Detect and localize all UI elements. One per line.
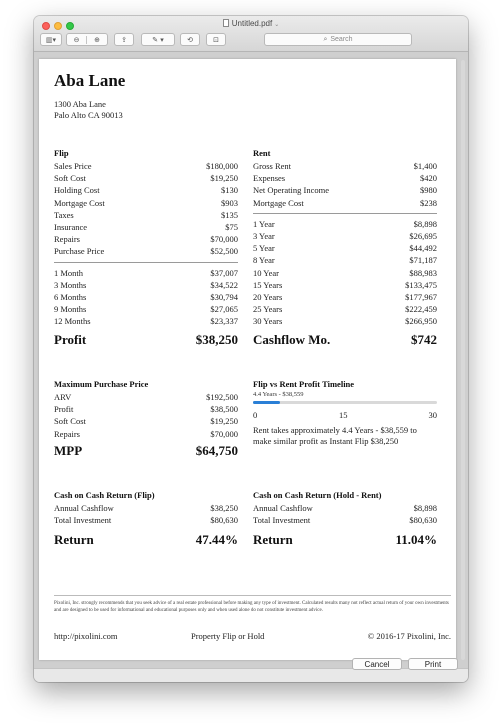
row-value: $238 [420, 197, 437, 208]
table-row [54, 209, 238, 221]
row-value: $420 [420, 173, 437, 184]
row-value: $71,187 [409, 255, 437, 266]
table-row [253, 279, 437, 291]
row-value: $26,695 [409, 230, 437, 241]
row-value: $52,500 [210, 246, 238, 257]
row-label: Total Investment [54, 515, 112, 526]
table-row [54, 172, 238, 184]
row-label: Expenses [253, 173, 286, 184]
row-label: Purchase Price [54, 246, 105, 257]
row-label: Annual Cashflow [253, 503, 313, 513]
cashflow-total [253, 332, 437, 348]
row-value: $135 [221, 209, 238, 220]
row-label: 5 Year [253, 243, 275, 254]
timeline-section [253, 379, 437, 447]
table-row [253, 514, 437, 526]
markup-button[interactable] [141, 33, 175, 46]
rotate-button[interactable] [180, 33, 200, 46]
flip-title: Flip [54, 148, 69, 158]
table-row [54, 291, 238, 303]
mpp-total [54, 443, 238, 459]
timeline-progress-track [253, 401, 437, 404]
row-value: $44,492 [409, 243, 437, 254]
table-row [54, 197, 238, 209]
mpp-label: MPP [54, 442, 83, 458]
return-value: 11.04% [395, 532, 437, 548]
chevron-down-icon: ⌄ [274, 22, 280, 28]
row-label: Mortgage Cost [54, 197, 105, 208]
share-icon: ⇪ [121, 35, 127, 44]
cashflow-value: $742 [411, 332, 437, 348]
row-value: $80,630 [409, 515, 437, 526]
coc-rent-title: Cash on Cash Return (Hold - Rent) [253, 490, 382, 500]
table-row [54, 315, 238, 327]
flip-months-list [54, 267, 238, 328]
row-label: Soft Cost [54, 173, 86, 184]
address-line-2: Palo Alto CA 90013 [54, 110, 123, 120]
row-label: 6 Months [54, 291, 87, 302]
share-button[interactable] [114, 33, 134, 46]
footer-copyright: © 2016-17 Pixolini, Inc. [367, 631, 451, 641]
row-label: 15 Years [253, 279, 283, 290]
cashflow-label: Cashflow Mo. [253, 332, 331, 348]
mpp-title: Maximum Purchase Price [54, 379, 149, 389]
pdf-page [39, 59, 456, 660]
row-value: $30,794 [210, 291, 238, 302]
row-label: 30 Years [253, 316, 283, 327]
document-title[interactable] [34, 19, 468, 28]
row-value: $38,500 [210, 404, 238, 415]
row-label: Profit [54, 404, 74, 415]
row-label: Gross Rent [253, 161, 292, 171]
table-row [54, 303, 238, 315]
row-label: 1 Month [54, 267, 84, 278]
table-row [54, 403, 238, 415]
coc-rent-total [253, 532, 437, 548]
row-label: 3 Year [253, 230, 275, 241]
table-row [253, 160, 437, 172]
row-value: $180,000 [206, 161, 238, 171]
row-value: $23,337 [210, 316, 238, 327]
row-value: $133,475 [405, 279, 437, 290]
row-value: $34,522 [210, 279, 238, 290]
coc-flip-total [54, 532, 238, 548]
table-row [253, 315, 437, 327]
table-row [54, 502, 238, 514]
flip-section [54, 148, 238, 348]
row-label: 3 Months [54, 279, 87, 290]
zoom-out-button[interactable]: ⊖ [67, 36, 87, 44]
page-title: Aba Lane [54, 71, 126, 90]
coc-flip-title: Cash on Cash Return (Flip) [54, 490, 155, 500]
table-row [253, 230, 437, 242]
timeline-bar-label: 4.4 Years - $38,559 [253, 391, 304, 398]
row-label: Insurance [54, 221, 88, 232]
table-row [54, 245, 238, 257]
toolbox-icon: ⊡ [213, 35, 219, 44]
profit-value: $38,250 [195, 332, 238, 348]
row-value: $19,250 [210, 416, 238, 427]
table-row [54, 184, 238, 196]
table-row [253, 303, 437, 315]
row-label: Total Investment [253, 515, 311, 526]
row-label: Mortgage Cost [253, 197, 304, 208]
row-value: $177,967 [405, 291, 437, 302]
row-label: 25 Years [253, 304, 283, 315]
return-value: 47.44% [195, 532, 238, 548]
row-value: $19,250 [210, 173, 238, 184]
search-icon: ⌕ [323, 35, 328, 43]
table-row [253, 254, 437, 266]
tick-label: 15 [339, 410, 348, 420]
row-value: $88,983 [409, 267, 437, 278]
bottom-bar [34, 668, 468, 682]
footer-center-text: Property Flip or Hold [191, 631, 265, 641]
document-viewer[interactable] [34, 52, 468, 668]
profit-total [54, 332, 238, 348]
row-value: $1,400 [413, 161, 437, 171]
coc-rent-list [253, 502, 437, 526]
zoom-controls [66, 33, 108, 46]
row-value: $266,950 [405, 316, 437, 327]
search-placeholder: Search [330, 36, 353, 43]
cancel-button[interactable]: Cancel [352, 658, 402, 670]
row-value: $903 [221, 197, 238, 208]
timeline-axis [253, 410, 437, 421]
row-value: $192,500 [206, 392, 238, 402]
row-label: Taxes [54, 209, 74, 220]
row-value: $80,630 [210, 515, 238, 526]
row-label: ARV [54, 392, 72, 402]
table-row [54, 233, 238, 245]
row-label: 1 Year [253, 218, 275, 229]
return-label: Return [253, 532, 293, 548]
rotate-icon: ⟲ [187, 35, 193, 44]
table-row [253, 197, 437, 209]
rent-section [253, 148, 437, 348]
table-row [253, 218, 437, 230]
row-label: Sales Price [54, 161, 92, 171]
row-value: $222,459 [405, 304, 437, 315]
row-value: $38,250 [210, 503, 238, 513]
coc-flip-section [54, 490, 238, 548]
row-label: Net Operating Income [253, 185, 329, 196]
table-row [253, 502, 437, 514]
rent-cost-list [253, 160, 437, 209]
tick-label: 30 [428, 410, 437, 420]
scrollbar[interactable] [461, 60, 465, 660]
coc-flip-list [54, 502, 238, 526]
table-row [253, 267, 437, 279]
row-value: $37,007 [210, 267, 238, 278]
footer-url: http://pixolini.com [54, 631, 118, 641]
profit-label: Profit [54, 332, 87, 348]
row-value: $70,000 [210, 428, 238, 439]
row-value: $980 [420, 185, 437, 196]
row-label: 12 Months [54, 316, 91, 327]
row-label: 20 Years [253, 291, 283, 302]
footer-divider [54, 595, 451, 596]
mpp-section [54, 379, 238, 459]
table-row [54, 514, 238, 526]
flip-cost-list [54, 160, 238, 258]
table-row [54, 279, 238, 291]
table-row [253, 291, 437, 303]
table-row [54, 267, 238, 279]
row-value: $130 [221, 185, 238, 196]
table-row [253, 184, 437, 196]
sidebar-icon: ▥▾ [45, 35, 57, 44]
row-value: $8,898 [413, 503, 437, 513]
preview-window [34, 16, 468, 682]
table-row [54, 391, 238, 403]
table-row [54, 221, 238, 233]
search-field[interactable] [264, 33, 412, 46]
table-row [54, 415, 238, 427]
table-row [253, 242, 437, 254]
rent-title: Rent [253, 148, 271, 158]
document-title-text: Untitled.pdf [231, 19, 273, 28]
divider [253, 213, 437, 214]
row-label: Holding Cost [54, 185, 100, 196]
return-label: Return [54, 532, 94, 548]
table-row [253, 172, 437, 184]
row-label: Soft Cost [54, 416, 86, 427]
table-row [54, 160, 238, 172]
timeline-title: Flip vs Rent Profit Timeline [253, 379, 355, 389]
row-label: 8 Year [253, 255, 275, 266]
timeline-progress-fill [253, 401, 280, 404]
sidebar-toggle-button[interactable] [40, 33, 62, 46]
pen-icon: ✎ ▾ [152, 35, 164, 44]
toolbox-button[interactable] [206, 33, 226, 46]
address-line-1: 1300 Aba Lane [54, 99, 106, 109]
table-row [54, 428, 238, 440]
tick-label: 0 [253, 410, 258, 420]
coc-rent-section [253, 490, 437, 548]
rent-years-list [253, 218, 437, 328]
row-label: 9 Months [54, 304, 87, 315]
disclaimer: Pixolini, Inc. strongly recommends that you seek advice of a real estate professional before making any type of investment. Calculated results many not reflect actual return of your own investments and are designed to be used for informational and educational purposes only and when used alone do not constitute investment advice. [54, 601, 449, 613]
title-bar [34, 16, 468, 52]
mpp-value: $64,750 [195, 442, 238, 458]
row-label: Annual Cashflow [54, 503, 114, 513]
row-label: Repairs [54, 234, 80, 245]
pdf-file-icon [223, 19, 229, 27]
row-label: 10 Year [253, 267, 279, 278]
row-label: Repairs [54, 428, 80, 439]
row-value: $27,065 [210, 304, 238, 315]
row-value: $70,000 [210, 234, 238, 245]
mpp-list [54, 391, 238, 440]
print-button[interactable]: Print [408, 658, 458, 670]
row-value: $75 [225, 221, 238, 232]
divider [54, 262, 238, 263]
timeline-description: Rent takes approximately 4.4 Years - $38,559 to make similar profit as Instant Flip $38,250 [253, 425, 417, 446]
zoom-in-button[interactable]: ⊕ [94, 35, 100, 44]
row-value: $8,898 [413, 218, 437, 229]
address [54, 99, 123, 121]
